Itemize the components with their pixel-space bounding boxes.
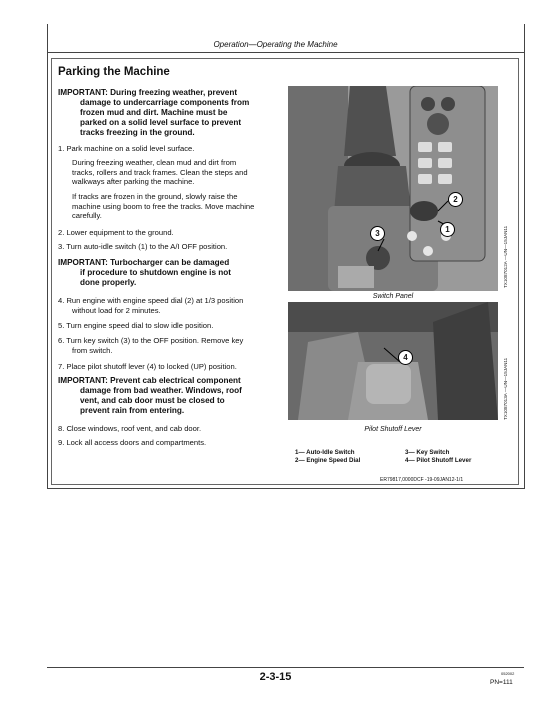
document-reference: ER79817,0000DCF -19-09JAN12-1/1	[380, 477, 464, 483]
step-6	[58, 336, 298, 355]
text-line: machine using boom to free the tracks. Move machine	[72, 201, 255, 211]
figure-code-pilot-shutoff: TX1087013A —UN—15JAN11	[503, 357, 508, 420]
step-1-para-1	[72, 158, 297, 187]
text-line: tracks freezing in the ground.	[80, 128, 195, 137]
text-line: IMPORTANT: During freezing weather, prevent	[58, 88, 238, 97]
legend-item-2: 2— Engine Speed Dial	[295, 457, 361, 464]
text-line: if procedure to shutdown engine is not	[80, 268, 232, 277]
important-notice-electrical	[58, 376, 298, 416]
text-line: walkways after parking the machine.	[72, 177, 195, 186]
step-9: 9. Lock all access doors and compartments.	[58, 438, 207, 447]
page-header-title: Operation—Operating the Machine	[213, 40, 338, 49]
text-line: If tracks are frozen in the ground, slowly raise the	[72, 192, 238, 201]
figure-caption-switch-panel: Switch Panel	[372, 293, 414, 300]
step-3: 3. Turn auto-idle switch (1) to the A/I OFF position.	[58, 242, 228, 251]
text-line: vent, and cab door must be closed to	[80, 396, 225, 405]
page-number: 2-3-15	[259, 671, 292, 683]
text-line: damage from bad weather. Windows, roof	[80, 386, 242, 395]
text-line: IMPORTANT: Prevent cab electrical component	[58, 376, 241, 385]
callout-2: 2	[448, 192, 463, 207]
left-rule	[47, 24, 48, 489]
step-4	[58, 296, 298, 315]
step-5: 5. Turn engine speed dial to slow idle position.	[58, 321, 214, 330]
text-line: prevent rain from entering.	[80, 406, 185, 415]
text-line: without load for 2 minutes.	[72, 305, 161, 315]
callout-4: 4	[398, 350, 413, 365]
footer-rule	[47, 667, 524, 668]
section-title: Parking the Machine	[58, 66, 170, 78]
text-line: 6. Turn key switch (3) to the OFF position. Remove key	[58, 336, 244, 345]
pilot-shutoff-illustration	[288, 302, 498, 420]
footer-small-code: 052002	[501, 671, 515, 676]
footer-pn: PN=111	[490, 679, 513, 686]
callout-3: 3	[370, 226, 385, 241]
text-line: tracks, rollers and track frames. Clean the steps and	[72, 167, 248, 177]
text-line: damage to undercarriage components from	[80, 98, 250, 107]
step-7: 7. Place pilot shutoff lever (4) to locked (UP) position.	[58, 362, 237, 371]
step-1: 1. Park machine on a solid level surface.	[58, 144, 195, 153]
important-notice-turbocharger	[58, 258, 298, 288]
text-line: frozen mud and dirt. Machine must be	[80, 108, 228, 117]
bottom-rule	[47, 488, 524, 489]
text-line: parked on a solid level surface to prevent	[80, 118, 242, 127]
text-line: done properly.	[80, 278, 137, 287]
pilot-shutoff-lever-photo	[288, 302, 498, 420]
legend-item-3: 3— Key Switch	[405, 449, 450, 456]
step-1-para-2	[72, 192, 297, 221]
step-8: 8. Close windows, roof vent, and cab door.	[58, 424, 202, 433]
step-2: 2. Lower equipment to the ground.	[58, 228, 174, 237]
figure-code-switch-panel: TX1087012A —UN—15JAN11	[503, 225, 508, 288]
text-line: IMPORTANT: Turbocharger can be damaged	[58, 258, 230, 267]
right-rule	[524, 24, 525, 489]
text-line: During freezing weather, clean mud and dirt from	[72, 158, 237, 167]
switch-panel-illustration	[288, 86, 498, 291]
text-line: carefully.	[72, 211, 102, 220]
header-rule	[47, 52, 524, 53]
legend-item-1: 1— Auto-Idle Switch	[295, 449, 355, 456]
figure-caption-pilot-shutoff: Pilot Shutoff Lever	[364, 426, 422, 433]
callout-1: 1	[440, 222, 455, 237]
text-line: 4. Run engine with engine speed dial (2) at 1/3 position	[58, 296, 244, 305]
switch-panel-photo	[288, 86, 498, 291]
text-line: from switch.	[72, 345, 113, 355]
legend-item-4: 4— Pilot Shutoff Lever	[405, 457, 472, 464]
important-notice-freezing	[58, 88, 298, 138]
